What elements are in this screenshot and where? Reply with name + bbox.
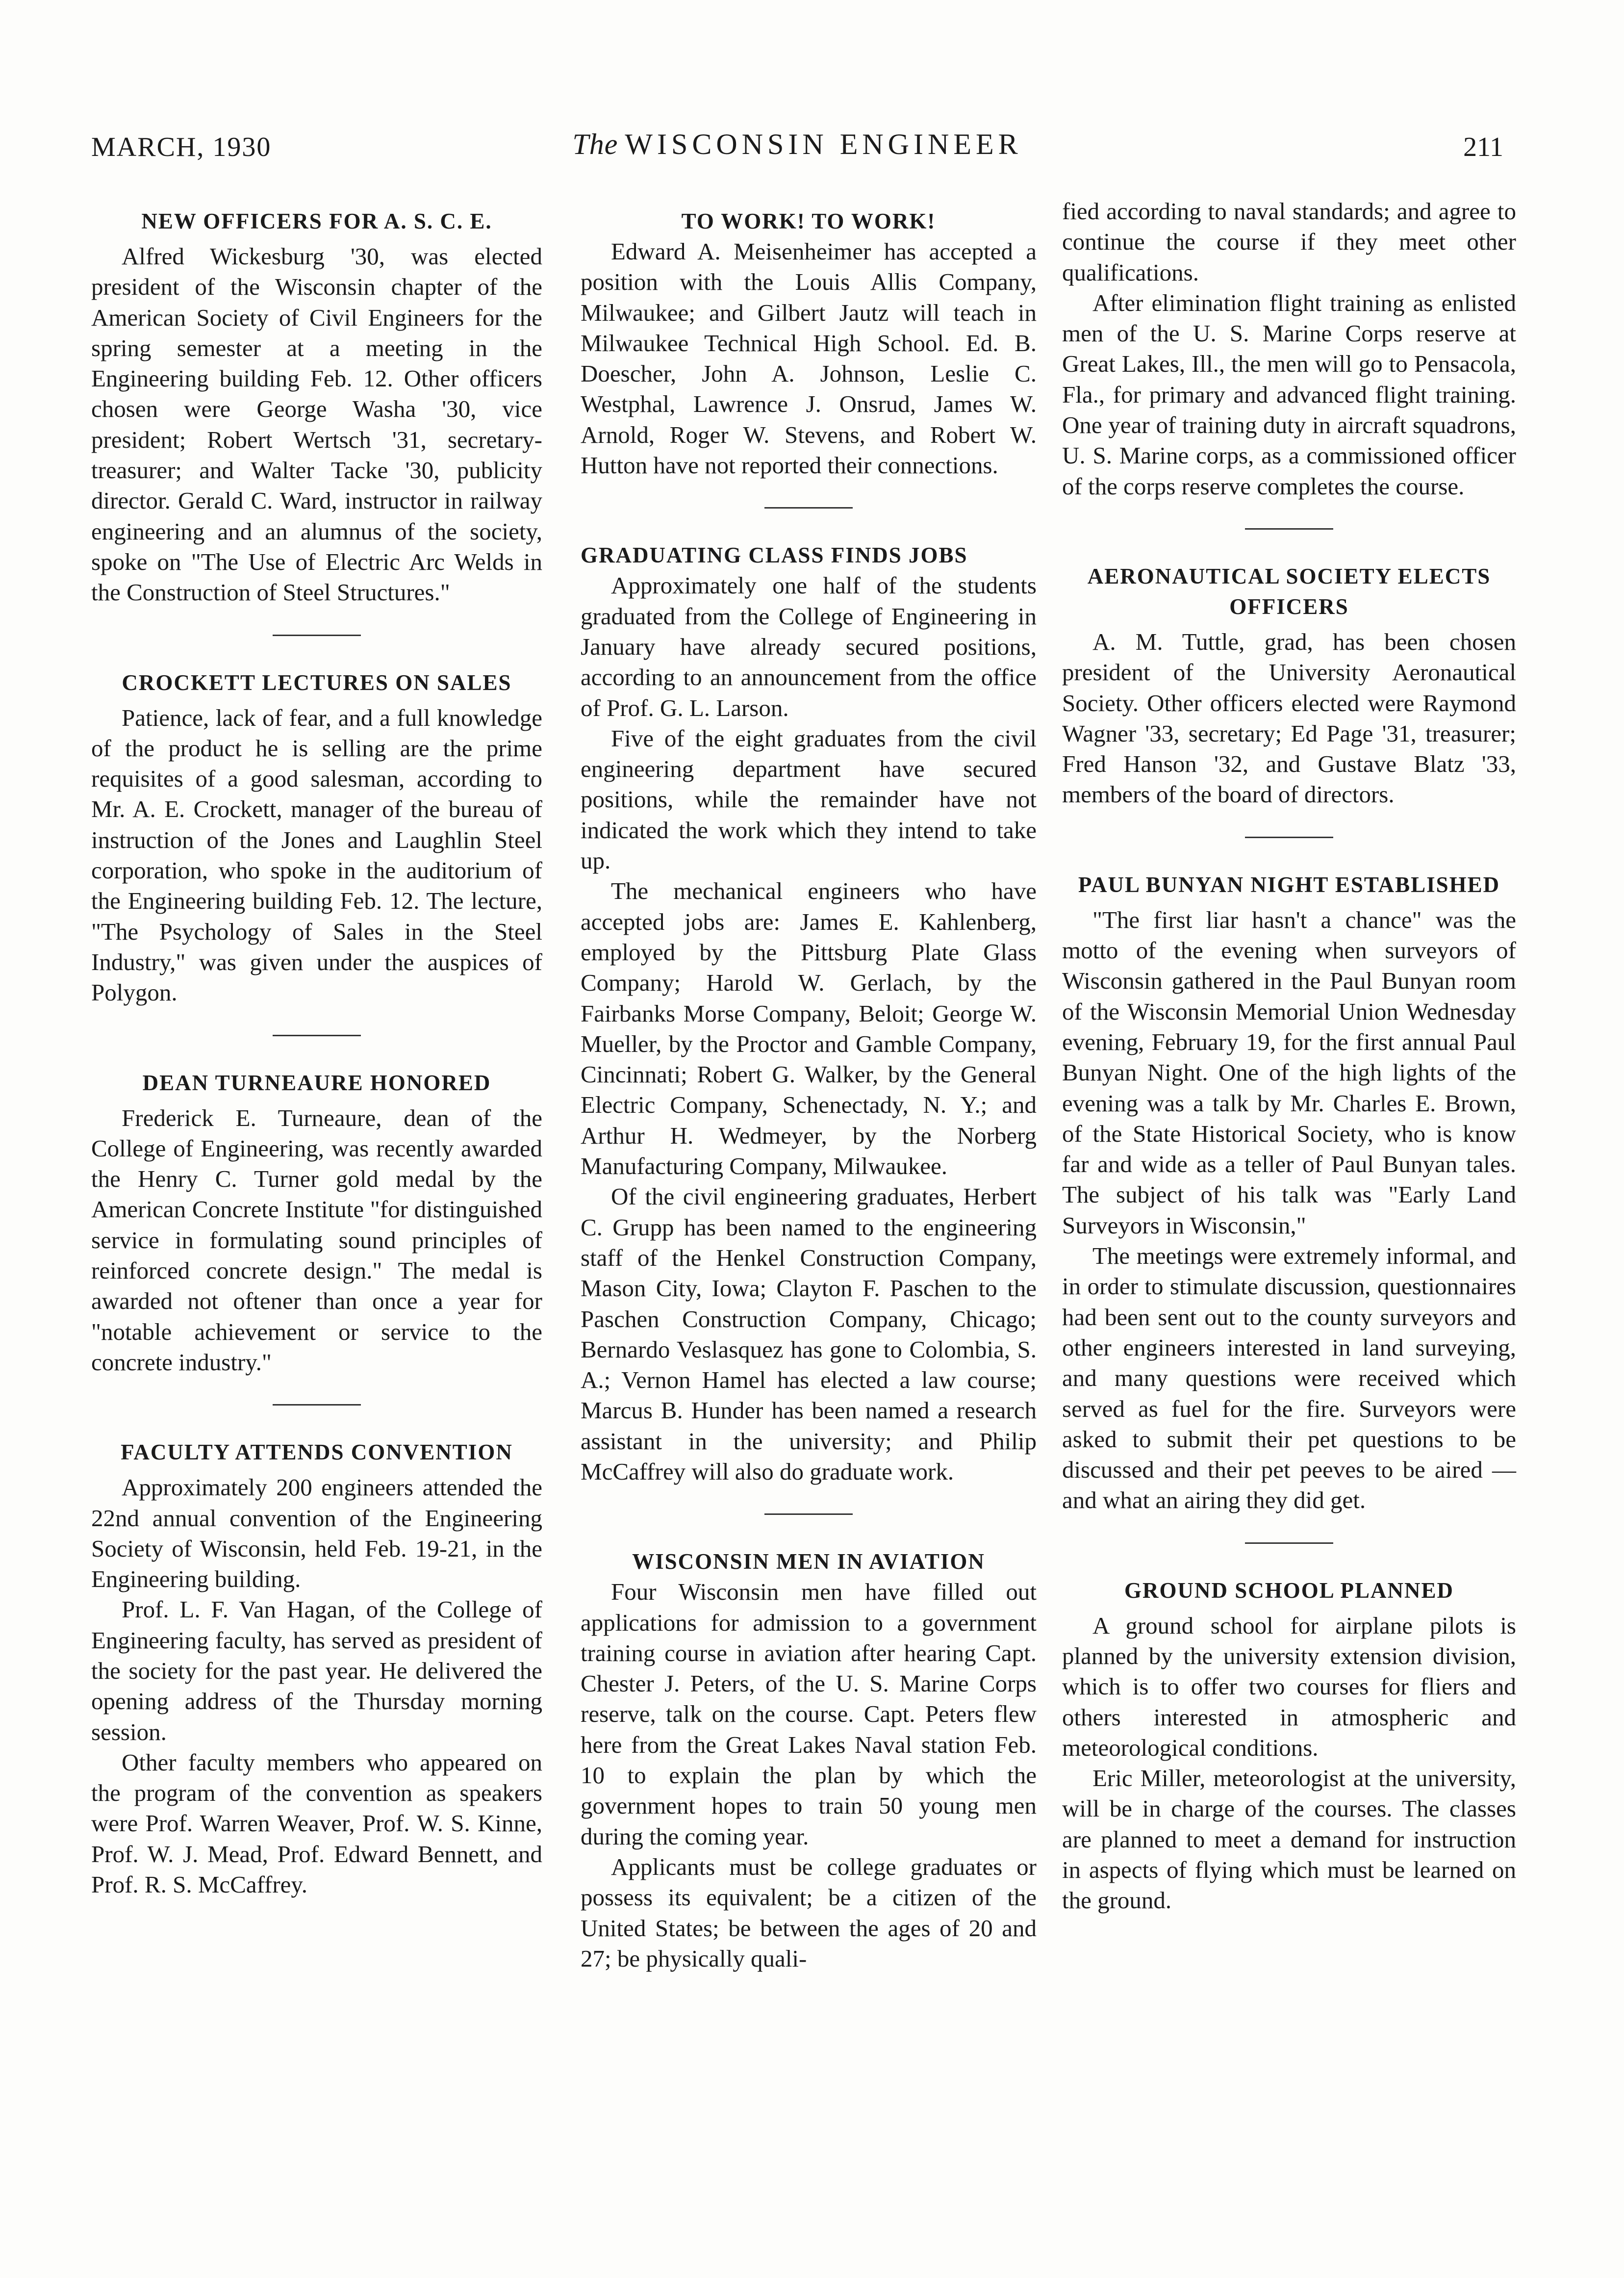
section-divider [1245,528,1333,530]
headline-asce: NEW OFFICERS FOR A. S. C. E. [141,209,492,233]
column-2 [581,206,1037,1974]
paragraph: Edward A. Meisenheimer has accepted a position with the Louis Allis Company, Milwaukee; and Gilbert Jautz will teach in Milwaukee Technical High School. Ed. B. Doescher, John A. Johnson, Leslie C. Westphal, Lawrence J. Onsrud, James W. Arnold, Roger W. Stevens, and Robert W. Hutton have not reported their connections. [581,238,1037,479]
title-article: The [572,128,618,160]
paragraph: A. M. Tuttle, grad, has been chosen president of the University Aeronautical Society. Other officers elected were Raymond Wagner '33, secretary; Ed Page '31, treasurer; Fred Hanson '32, and Gustave Blatz '33, members of the board of directors. [1062,628,1516,808]
paragraph: Prof. L. F. Van Hagan, of the College of Engineering faculty, has served as president of the society for the past year. He delivered the opening address of the Thursday morning session. [91,1596,542,1745]
paragraph: Of the civil engineering graduates, Herbert C. Grupp has been named to the engineering staff of the Henkel Construction Company, Mason City, Iowa; Clayton F. Paschen to the Paschen Construction Company, Chicago; Bernardo Veslasquez has gone to Colombia, S. A.; Vernon Hamel has elected a law course; Marcus B. Hunder has been named a research assistant in the university; and Philip McCaffrey will also do graduate work. [581,1183,1037,1485]
section-divider [273,1404,361,1406]
paragraph: Approximately 200 engineers attended the 22nd annual convention of the Engineering Society of Wisconsin, held Feb. 19-21, in the Engineering building. [91,1474,542,1593]
paragraph: Applicants must be college graduates or possess its equivalent; be a citizen of the United States; be between the ages of 20 and 27; be physically quali- [581,1853,1037,1972]
headline-convention: FACULTY ATTENDS CONVENTION [121,1440,513,1465]
section-divider [273,1035,361,1036]
section-divider [273,635,361,636]
section-divider [764,1513,853,1515]
headline-ground-school: GROUND SCHOOL PLANNED [1124,1578,1454,1603]
magazine-title [91,128,1503,161]
headline-bunyan: PAUL BUNYAN NIGHT ESTABLISHED [1078,872,1500,897]
paragraph: Other faculty members who appeared on the program of the convention as speakers were Prof. Warren Weaver, Prof. W. S. Kinne, Prof. W. J. Mead, Prof. Edward Bennett, and Prof. R. S. McCaffrey. [91,1748,542,1898]
section-divider [764,507,853,509]
paragraph: A ground school for airplane pilots is planned by the university extension division, which is to offer two courses for fliers and others interested in atmospheric and meteorological conditions. [1062,1612,1516,1761]
column-3 [1062,196,1516,1916]
paragraph: Four Wisconsin men have filled out applications for admission to a government training course in aviation after hearing Capt. Chester J. Peters, of the U. S. Marine Corps reserve, talk on the course. Capt. Peters flew here from the Great Lakes Naval station Feb. 10 to explain the plan by which the government hopes to train 50 young men during the coming year. [581,1578,1037,1850]
paragraph: Frederick E. Turneaure, dean of the College of Engineering, was recently awarded the Henry C. Turner gold medal by the American Concrete Institute "for distinguished service in formulating sound principles of reinforced concrete design." The medal is awarded not oftener than once a year for "notable achievement or service to the concrete industry." [91,1104,542,1376]
paragraph: The meetings were extremely informal, and in order to stimulate discussion, questionnaires had been sent out to the county surveyors and other engineers interested in land surveying, and many questions were received which served as fuel for the fire. Surveyors were asked to submit their pet questions to be discussed and their pet peeves to be aired — and what an airing they did get. [1062,1242,1516,1514]
paragraph: Patience, lack of fear, and a full knowledge of the product he is selling are the prime requisites of a good salesman, according to Mr. A. E. Crockett, manager of the bureau of instruction of the Jones and Laughlin Steel corporation, who spoke in the auditorium of the Engineering building Feb. 12. The lecture, "The Psychology of Sales in the Steel Industry," was given under the auspices of Polygon. [91,704,542,1006]
issue-date: MARCH, 1930 [91,132,272,162]
headline-aeronautical: AERONAUTICAL SOCIETY ELECTS OFFICERS [1087,563,1491,619]
paragraph: "The first liar hasn't a chance" was the motto of the evening when surveyors of Wisconsin gathered in the Paul Bunyan room of the Wisconsin Memorial Union Wednesday evening, February 19, for the first annual Paul Bunyan Night. One of the high lights of the evening was a talk by Mr. Charles E. Brown, of the State Historical Society, who is know far and wide as a teller of Paul Bunyan tales. The subject of his talk was "Early Land Surveyors in Wisconsin," [1062,906,1516,1239]
paragraph: Five of the eight graduates from the civil engineering department have secured positions, while the remainder have not indicated the work which they intend to take up. [581,724,1037,874]
paragraph: Alfred Wickesburg '30, was elected president of the Wisconsin chapter of the American Society of Civil Engineers for the spring semester at a meeting in the Engineering building Feb. 12. Other officers chosen were George Washa '30, vice president; Robert Wertsch '31, secretary-treasurer; and Walter Tacke '30, publicity director. Gerald C. Ward, instructor in railway engineering and an alumnus of the society, spoke on "The Use of Electric Arc Welds in the Construction of Steel Structures." [91,243,542,606]
headline-graduating: GRADUATING CLASS FINDS JOBS [581,543,968,568]
section-divider [1245,837,1333,838]
headline-turneaure: DEAN TURNEAURE HONORED [142,1070,491,1095]
headline-to-work: TO WORK! TO WORK! [681,209,936,233]
title-text: WISCONSIN ENGINEER [625,128,1022,160]
paragraph: Eric Miller, meteorologist at the university, will be in charge of the courses. The classes are planned to meet a demand for instruction in aspects of flying which must be learned on the ground. [1062,1765,1516,1914]
column-1 [91,206,542,1900]
paragraph: Approximately one half of the students graduated from the College of Engineering in January have already secured positions, according to an announcement from the office of Prof. G. L. Larson. [581,572,1037,721]
headline-aviation: WISCONSIN MEN IN AVIATION [632,1549,985,1574]
page-number: 211 [1463,132,1503,162]
paragraph: The mechanical engineers who have accepted jobs are: James E. Kahlenberg, employed by the Pittsburg Plate Glass Company; Harold W. Gerlach, by the Fairbanks Morse Company, Beloit; George W. Mueller, by the Proctor and Gamble Company, Cincinnati; Robert G. Walker, by the General Electric Company, Schenectady, N. Y.; and Arthur H. Wedmeyer, by the Norberg Manufacturing Company, Milwaukee. [581,877,1037,1180]
section-divider [1245,1542,1333,1544]
paragraph: After elimination flight training as enlisted men of the U. S. Marine Corps reserve at Great Lakes, Ill., the men will go to Pensacola, Fla., for primary and advanced flight training. One year of training duty in aircraft squadrons, U. S. Marine corps, as a commissioned officer of the corps reserve completes the course. [1062,289,1516,500]
headline-crockett: CROCKETT LECTURES ON SALES [122,670,512,695]
paragraph-continued: fied according to naval standards; and agree to continue the course if they meet other qualifications. [1062,198,1516,286]
page-header [91,128,1503,176]
